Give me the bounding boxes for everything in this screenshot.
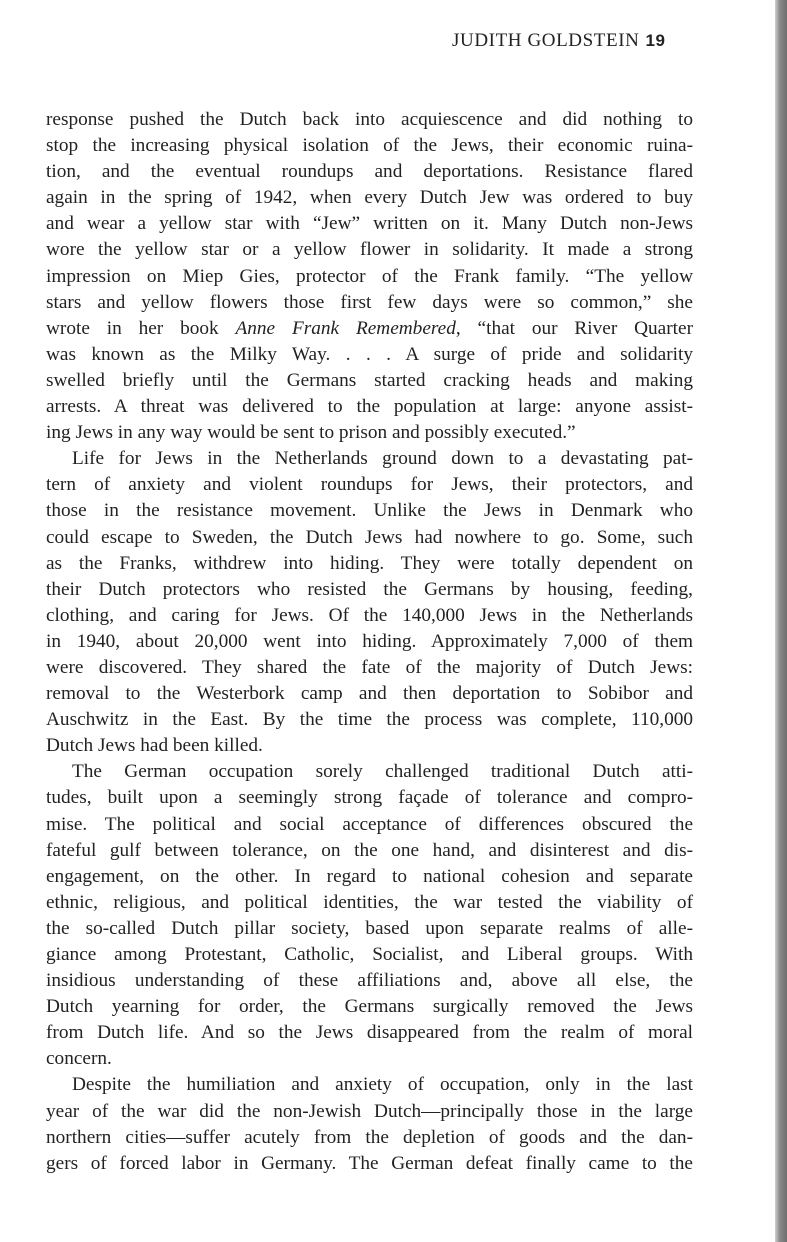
text-line: those in the resistance movement. Unlike the Jews in Denmark who: [46, 500, 693, 522]
book-title: Anne Frank Remembered: [235, 317, 456, 339]
text-line: removal to the Westerbork camp and then deportation to Sobibor and: [46, 683, 693, 705]
text-line: arrests. A threat was delivered to the population at large: anyone assist-: [46, 396, 693, 418]
text-line: in 1940, about 20,000 went into hiding. Approximately 7,000 of them: [46, 630, 693, 652]
book-spine-edge: [775, 0, 787, 1242]
text-line: stars and yellow flowers those first few days were so common,” she: [46, 291, 693, 313]
text-line: The German occupation sorely challenged traditional Dutch atti-: [72, 761, 693, 783]
text-line: stop the increasing physical isolation of the Jews, their economic ruina-: [46, 135, 693, 157]
text-line: as the Franks, withdrew into hiding. They were totally dependent on: [46, 552, 693, 574]
text-line: tern of anxiety and violent roundups for Jews, their protectors, and: [46, 474, 693, 496]
text-line: Dutch Jews had been killed.: [46, 735, 263, 757]
text-line: clothing, and caring for Jews. Of the 140,000 Jews in the Netherlands: [46, 604, 693, 626]
text-line: insidious understanding of these affiliations and, above all else, the: [46, 970, 693, 992]
text-line: concern.: [46, 1048, 112, 1070]
text-line: were discovered. They shared the fate of the majority of Dutch Jews:: [46, 656, 693, 678]
text-line: ing Jews in any way would be sent to prison and possibly executed.”: [46, 422, 576, 444]
text-line: ethnic, religious, and political identities, the war tested the viability of: [46, 891, 693, 913]
page-number: 19: [645, 31, 666, 50]
text-line: giance among Protestant, Catholic, Socialist, and Liberal groups. With: [46, 944, 693, 965]
text-line: tion, and the eventual roundups and deportations. Resistance flared: [46, 161, 693, 183]
body-text: [46, 107, 693, 1177]
text-line: Life for Jews in the Netherlands ground down to a devastating pat-: [72, 448, 693, 470]
running-head: [452, 30, 697, 52]
text-line: from Dutch life. And so the Jews disappeared from the realm of moral: [46, 1022, 693, 1044]
text-line: gers of forced labor in Germany. The German defeat finally came to the: [46, 1152, 693, 1174]
text-line: northern cities—suffer acutely from the depletion of goods and the dan-: [46, 1126, 693, 1148]
text-line: wore the yellow star or a yellow flower in solidarity. It made a strong: [46, 239, 693, 261]
text-line: their Dutch protectors who resisted the Germans by housing, feeding,: [46, 578, 693, 600]
text-line: impression on Miep Gies, protector of the Frank family. “The yellow: [46, 265, 693, 287]
text-line: tudes, built upon a seemingly strong façade of tolerance and compro-: [46, 787, 693, 809]
text-line: the so-called Dutch pillar society, based upon separate realms of alle-: [46, 917, 693, 939]
text-line: fateful gulf between tolerance, on the one hand, and disinterest and dis-: [46, 839, 693, 861]
text-line: mise. The political and social acceptance of differences obscured the: [46, 813, 693, 835]
text-line: Dutch yearning for order, the Germans surgically removed the Jews: [46, 996, 693, 1018]
text-line: Auschwitz in the East. By the time the process was complete, 110,000: [46, 709, 693, 731]
text-line: again in the spring of 1942, when every Dutch Jew was ordered to buy: [46, 187, 693, 209]
text-line: response pushed the Dutch back into acquiescence and did nothing to: [46, 109, 693, 130]
text-line: engagement, on the other. In regard to national cohesion and separate: [46, 865, 693, 887]
text-line: was known as the Milky Way. . . . A surge of pride and solidarity: [46, 343, 693, 365]
text-line: swelled briefly until the Germans started cracking heads and making: [46, 369, 693, 391]
text-line: and wear a yellow star with “Jew” written on it. Many Dutch non-Jews: [46, 213, 693, 235]
text-line: Despite the humiliation and anxiety of occupation, only in the last: [72, 1074, 693, 1096]
text-line: wrote in her book Anne Frank Remembered, “that our River Quarter: [46, 317, 693, 339]
author-name: JUDITH GOLDSTEIN: [452, 30, 640, 51]
text-line: year of the war did the non-Jewish Dutch—principally those in the large: [46, 1100, 693, 1122]
text-line: could escape to Sweden, the Dutch Jews had nowhere to go. Some, such: [46, 526, 693, 548]
